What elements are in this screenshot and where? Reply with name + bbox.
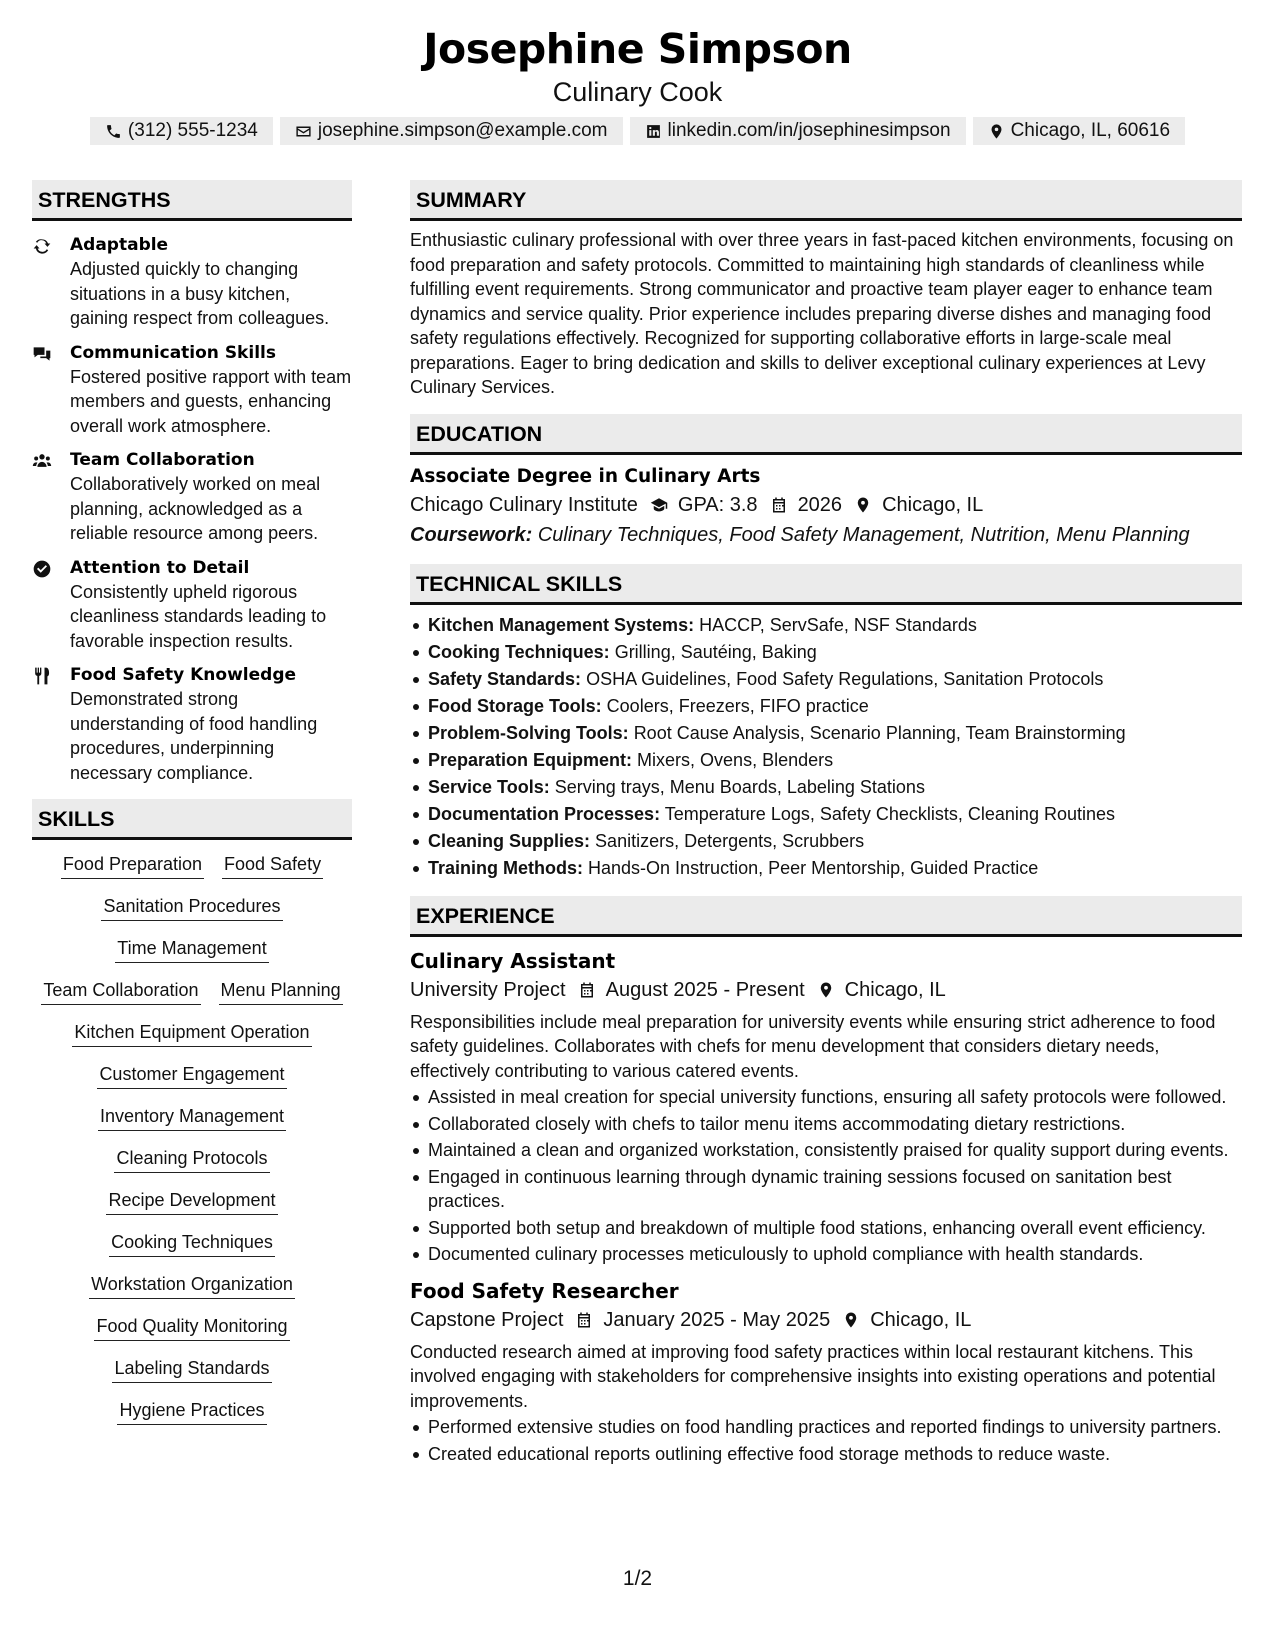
job-title: Food Safety Researcher <box>410 1278 679 1303</box>
tech-skill-label: Cleaning Supplies: <box>428 830 591 851</box>
skill-tag: Customer Engagement <box>97 1062 286 1089</box>
list-item: Performed extensive studies on food handling practices and reported findings to university partners. <box>410 1415 1242 1440</box>
job-bullets <box>410 1085 1242 1267</box>
job-org: Capstone Project <box>410 1308 564 1331</box>
contact-location <box>973 117 1186 145</box>
strength-title: Team Collaboration <box>70 450 255 470</box>
sync-arrows-icon <box>32 236 52 256</box>
education-heading: EDUCATION <box>410 414 1242 455</box>
list-item <box>410 666 1242 693</box>
tech-skill-value: Root Cause Analysis, Scenario Planning, Team Brainstorming <box>633 722 1126 743</box>
education-coursework <box>410 520 1242 550</box>
summary-text: Enthusiastic culinary professional with over three years in fast-paced kitchen environments, focusing on food preparation and safety protocols. Committed to maintaining high standards of cleanliness while fulfilling event requirements. Strong communicator and proactive team player eager to enhance team dynamics and service quality. Prior experience includes preparing diverse dishes and managing food safety regulations effectively. Recognized for supporting collaborative efforts in large-scale meal preparations. Eager to bring dedication and skills to deliver exceptional culinary experiences at Levy Culinary Services. <box>410 230 1234 397</box>
contact-linkedin[interactable] <box>630 117 966 145</box>
tech-skill-label: Safety Standards: <box>428 668 582 689</box>
education-meta <box>410 490 1242 520</box>
education-school: Chicago Culinary Institute <box>410 493 638 516</box>
skill-tag: Hygiene Practices <box>117 1398 266 1425</box>
skill-tag: Labeling Standards <box>112 1356 271 1383</box>
tech-skill-label: Kitchen Management Systems: <box>428 614 695 635</box>
strength-title: Attention to Detail <box>70 557 250 578</box>
chat-bubbles-icon <box>32 344 52 364</box>
list-item: Documented culinary processes meticulously to uphold compliance with health standards. <box>410 1242 1242 1267</box>
skill-tag: Cooking Techniques <box>109 1230 275 1257</box>
tech-skill-label: Training Methods: <box>428 857 583 878</box>
utensils-icon <box>32 666 52 686</box>
location-pin-icon <box>842 1311 860 1329</box>
contact-location-text: Chicago, IL, 60616 <box>1010 120 1171 141</box>
strength-item <box>32 341 352 439</box>
list-item <box>410 774 1242 801</box>
technical-skills-heading: TECHNICAL SKILLS <box>410 564 1242 605</box>
tech-skill-label: Problem-Solving Tools: <box>428 722 629 743</box>
tech-skill-value: OSHA Guidelines, Food Safety Regulations, Sanitation Protocols <box>586 668 1104 689</box>
contact-email[interactable] <box>280 117 623 145</box>
graduation-cap-icon <box>650 496 668 514</box>
list-item <box>410 612 1242 639</box>
skill-tag: Food Quality Monitoring <box>94 1314 289 1341</box>
list-item: Engaged in continuous learning through dynamic training sessions focused on sanitation best practices. <box>410 1165 1242 1214</box>
list-item: Created educational reports outlining effective food storage methods to reduce waste. <box>410 1442 1242 1467</box>
tech-skill-label: Cooking Techniques: <box>428 641 610 662</box>
job-entry <box>410 1277 1242 1467</box>
strength-item <box>32 556 352 654</box>
skill-tag: Recipe Development <box>106 1188 277 1215</box>
list-item <box>410 693 1242 720</box>
contact-bar <box>0 117 1275 145</box>
job-title: Culinary Assistant <box>410 948 616 973</box>
calendar-icon <box>575 1311 593 1329</box>
skill-tag: Inventory Management <box>98 1104 286 1131</box>
list-item <box>410 855 1242 882</box>
list-item <box>410 639 1242 666</box>
tech-skill-value: Hands-On Instruction, Peer Mentorship, Guided Practice <box>588 857 1039 878</box>
page-number: 1/2 <box>622 1567 653 1590</box>
skill-tag: Food Preparation <box>61 852 204 879</box>
list-item <box>410 747 1242 774</box>
coursework-list: Culinary Techniques, Food Safety Management, Nutrition, Menu Planning <box>537 523 1190 546</box>
strength-title: Food Safety Knowledge <box>70 665 297 685</box>
list-item: Assisted in meal creation for special university functions, ensuring all safety protocols were followed. <box>410 1085 1242 1110</box>
skill-tag: Sanitation Procedures <box>101 894 282 921</box>
skill-tag: Cleaning Protocols <box>114 1146 269 1173</box>
education-gpa: GPA: 3.8 <box>677 493 758 516</box>
envelope-icon <box>295 123 312 140</box>
job-description: Conducted research aimed at improving food safety practices within local restaurant kitchens. This involved engaging with stakeholders for comprehensive insights into existing operations and potential improvements. <box>410 1341 1216 1411</box>
strengths-heading: STRENGTHS <box>32 180 352 221</box>
job-org: University Project <box>410 978 566 1001</box>
list-item: Supported both setup and breakdown of multiple food stations, enhancing overall event efficiency. <box>410 1216 1242 1241</box>
list-item <box>410 720 1242 747</box>
location-pin-icon <box>854 496 872 514</box>
location-pin-icon <box>817 981 835 999</box>
job-location: Chicago, IL <box>870 1308 972 1331</box>
job-bullets <box>410 1415 1242 1466</box>
strength-item <box>32 663 352 785</box>
tech-skill-label: Preparation Equipment: <box>428 749 633 770</box>
linkedin-icon <box>645 123 662 140</box>
contact-phone <box>90 117 273 145</box>
strength-desc: Fostered positive rapport with team members and guests, enhancing overall work atmosphere. <box>70 366 352 436</box>
technical-skills-list <box>410 612 1242 882</box>
strengths-list <box>32 233 352 785</box>
job-meta <box>410 1305 1242 1335</box>
list-item: Collaborated closely with chefs to tailor menu items accommodating dietary restrictions. <box>410 1112 1242 1137</box>
summary-heading: SUMMARY <box>410 180 1242 221</box>
people-group-icon <box>32 451 52 471</box>
strength-item <box>32 448 352 546</box>
skill-tag: Workstation Organization <box>89 1272 295 1299</box>
candidate-name: Josephine Simpson <box>423 25 852 73</box>
education-year: 2026 <box>797 493 843 516</box>
strength-title: Communication Skills <box>70 342 276 363</box>
strength-title: Adaptable <box>70 235 169 255</box>
skill-tag: Menu Planning <box>219 978 343 1005</box>
job-dates: August 2025 - Present <box>605 978 805 1001</box>
tech-skill-value: Grilling, Sautéing, Baking <box>614 641 817 662</box>
job-location: Chicago, IL <box>844 978 946 1001</box>
check-circle-icon <box>32 559 52 579</box>
skills-cloud <box>32 852 352 1425</box>
tech-skill-value: Coolers, Freezers, FIFO practice <box>606 695 869 716</box>
skill-tag: Kitchen Equipment Operation <box>72 1020 311 1047</box>
skill-tag: Time Management <box>115 936 268 963</box>
tech-skill-value: Sanitizers, Detergents, Scrubbers <box>595 830 865 851</box>
list-item <box>410 828 1242 855</box>
strength-desc: Consistently upheld rigorous cleanliness standards leading to favorable inspection results. <box>70 581 327 651</box>
skill-tag: Food Safety <box>222 852 323 879</box>
calendar-icon <box>578 981 596 999</box>
contact-linkedin-text[interactable]: linkedin.com/in/josephinesimpson <box>667 120 951 141</box>
location-pin-icon <box>988 123 1005 140</box>
skills-heading: SKILLS <box>32 799 352 840</box>
resume-header <box>0 22 1275 145</box>
tech-skill-label: Food Storage Tools: <box>428 695 602 716</box>
contact-phone-text: (312) 555-1234 <box>127 120 258 141</box>
tech-skill-value: Temperature Logs, Safety Checklists, Cleaning Routines <box>664 803 1115 824</box>
tech-skill-value: Serving trays, Menu Boards, Labeling Stations <box>554 776 925 797</box>
candidate-role: Culinary Cook <box>552 77 723 107</box>
strength-desc: Collaboratively worked on meal planning, acknowledged as a reliable resource among peers. <box>70 474 321 543</box>
education-degree: Associate Degree in Culinary Arts <box>410 465 761 487</box>
right-column <box>410 180 1242 1468</box>
skill-tag: Team Collaboration <box>41 978 200 1005</box>
job-meta <box>410 975 1242 1005</box>
tech-skill-label: Documentation Processes: <box>428 803 661 824</box>
list-item <box>410 801 1242 828</box>
contact-email-text[interactable]: josephine.simpson@example.com <box>317 120 608 141</box>
strength-desc: Demonstrated strong understanding of food handling procedures, underpinning necessary compliance. <box>70 689 318 783</box>
left-column <box>32 180 352 1425</box>
tech-skill-label: Service Tools: <box>428 776 550 797</box>
tech-skill-value: HACCP, ServSafe, NSF Standards <box>699 614 977 635</box>
calendar-icon <box>770 496 788 514</box>
list-item: Maintained a clean and organized workstation, consistently praised for quality support during events. <box>410 1138 1242 1163</box>
experience-heading: EXPERIENCE <box>410 896 1242 937</box>
job-entry <box>410 947 1242 1267</box>
tech-skill-value: Mixers, Ovens, Blenders <box>637 749 834 770</box>
education-location: Chicago, IL <box>882 493 984 516</box>
job-dates: January 2025 - May 2025 <box>603 1308 831 1331</box>
strength-item <box>32 233 352 331</box>
coursework-label: Coursework: <box>410 523 533 546</box>
strength-desc: Adjusted quickly to changing situations in a busy kitchen, gaining respect from colleagues. <box>70 259 330 328</box>
job-description: Responsibilities include meal preparation for university events while ensuring strict adherence to food safety guidelines. Collaborates with chefs for menu development that considers dietary needs, effectively contributing to various catered events. <box>410 1011 1216 1081</box>
phone-icon <box>105 123 122 140</box>
